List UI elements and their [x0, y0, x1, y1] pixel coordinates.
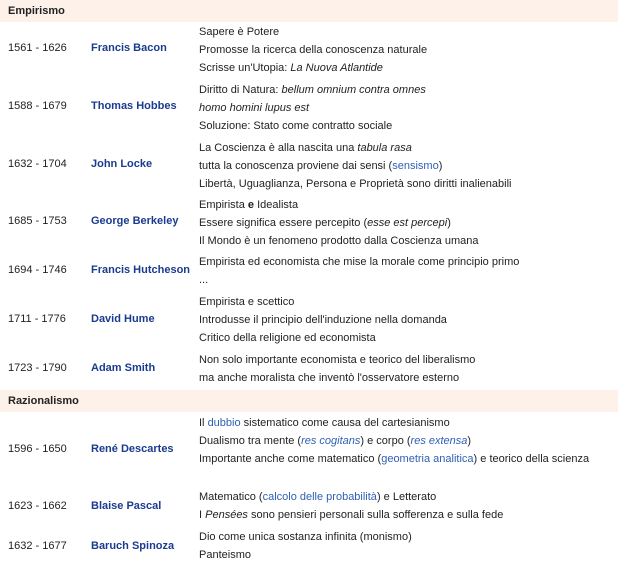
description — [199, 139, 609, 193]
text-segment: Il — [199, 417, 208, 429]
years: 1632 - 1677 — [8, 540, 67, 552]
text-segment: Soluzione: Stato come contratto sociale — [199, 120, 393, 132]
table-row — [0, 22, 618, 78]
years: 1561 - 1626 — [8, 42, 67, 54]
text-segment: La Nuova Atlantide — [290, 62, 383, 74]
philosopher-link[interactable]: René Descartes — [91, 443, 174, 455]
text-segment: esse est percepi — [367, 217, 448, 229]
text-segment: Matematico ( — [199, 491, 263, 503]
text-segment: ) — [447, 217, 451, 229]
text-segment: ) e Letterato — [376, 491, 437, 503]
text-segment: Empirista ed economista che mise la morale come principio primo — [199, 256, 520, 268]
text-segment: ma anche moralista che inventò l'osservatore esterno — [199, 372, 460, 384]
text-segment: tutta la conoscenza proviene dai sensi ( — [199, 160, 393, 172]
description-line — [199, 81, 609, 99]
text-segment: Panteismo — [199, 549, 251, 561]
text-segment: sono pensieri personali sulla sofferenza e sulla fede — [247, 509, 504, 521]
table-row — [0, 293, 618, 349]
text-segment: ) e teorico della scienza — [473, 453, 590, 465]
philosopher-link[interactable]: John Locke — [91, 158, 153, 170]
wiki-link[interactable]: calcolo delle probabilità — [262, 491, 377, 503]
text-segment: Empirista e scettico — [199, 296, 295, 308]
description-line — [199, 196, 609, 214]
description-line — [199, 351, 609, 369]
description-line — [199, 414, 609, 432]
description-line — [199, 214, 609, 232]
wiki-link[interactable]: geometria analitica — [381, 453, 474, 465]
description-line — [199, 271, 609, 289]
text-segment: Libertà, Uguaglianza, Persona e Proprietà sono diritti inalienabili — [199, 178, 512, 190]
description — [199, 414, 609, 468]
wiki-link[interactable]: dubbio — [207, 417, 241, 429]
text-segment: Critico della religione ed economista — [199, 332, 376, 344]
text-segment: ) — [438, 160, 443, 172]
description-line — [199, 59, 609, 77]
text-segment: sistematico come causa del cartesianismo — [240, 417, 450, 429]
text-segment: Idealista — [254, 199, 299, 211]
text-segment: Importante anche come matematico ( — [199, 453, 382, 465]
description-line — [199, 23, 609, 41]
text-segment: Promosse la ricerca della conoscenza naturale — [199, 44, 428, 56]
section-header-razionalismo: Razionalismo — [0, 390, 618, 412]
text-segment: Scrisse un'Utopia: — [199, 62, 291, 74]
text-segment: ... — [199, 274, 209, 286]
text-segment: Empirista — [199, 199, 248, 211]
philosopher-link[interactable]: Adam Smith — [91, 362, 156, 374]
table-row — [0, 138, 618, 194]
description-line — [199, 99, 609, 117]
philosopher-link[interactable]: Francis Hutcheson — [91, 264, 191, 276]
years: 1723 - 1790 — [8, 362, 67, 374]
years: 1694 - 1746 — [8, 264, 67, 276]
description-line — [199, 41, 609, 59]
description-line — [199, 175, 609, 193]
description-line — [199, 488, 609, 506]
description-line — [199, 450, 609, 468]
text-segment: Introdusse il principio dell'induzione nella domanda — [199, 314, 447, 326]
table-row — [0, 195, 618, 251]
years: 1623 - 1662 — [8, 500, 67, 512]
table-row — [0, 487, 618, 525]
description — [199, 81, 609, 135]
description-line — [199, 253, 609, 271]
wiki-link[interactable]: res extensa — [410, 435, 468, 447]
philosopher-link[interactable]: George Berkeley — [91, 215, 179, 227]
description-line — [199, 139, 609, 157]
description-line — [199, 157, 609, 175]
philosopher-link[interactable]: Francis Bacon — [91, 42, 167, 54]
text-segment: La Coscienza è alla nascita una — [199, 142, 358, 154]
text-segment: Pensées — [205, 509, 248, 521]
table-row — [0, 413, 618, 485]
text-segment: Dio come unica sostanza infinita (monismo) — [199, 531, 412, 543]
years: 1588 - 1679 — [8, 100, 67, 112]
description — [199, 23, 609, 77]
text-segment: homo homini lupus est — [199, 102, 310, 114]
philosopher-link[interactable]: Thomas Hobbes — [91, 100, 177, 112]
text-segment: Il Mondo è un fenomeno prodotto dalla Coscienza umana — [199, 235, 479, 247]
text-segment: bellum omnium contra omnes — [281, 84, 426, 96]
description — [199, 488, 609, 524]
description — [199, 351, 609, 387]
text-segment: Essere significa essere percepito ( — [199, 217, 368, 229]
table-row — [0, 350, 618, 388]
text-segment: ) e corpo ( — [360, 435, 411, 447]
text-segment: ) — [467, 435, 472, 447]
description-line — [199, 546, 609, 564]
years: 1711 - 1776 — [8, 313, 66, 325]
text-segment: Sapere è Potere — [199, 26, 280, 38]
description — [199, 253, 609, 289]
text-segment: I — [199, 509, 206, 521]
description — [199, 196, 609, 250]
section-header-empirismo: Empirismo — [0, 0, 618, 22]
philosopher-link[interactable]: David Hume — [91, 313, 155, 325]
philosopher-link[interactable]: Blaise Pascal — [91, 500, 162, 512]
text-segment: e — [247, 199, 255, 211]
philosopher-link[interactable]: Baruch Spinoza — [91, 540, 175, 552]
description — [199, 528, 609, 564]
table-row — [0, 80, 618, 136]
description-line — [199, 293, 609, 311]
description-line — [199, 117, 609, 135]
description-line — [199, 369, 609, 387]
description-line — [199, 232, 609, 250]
description-line — [199, 528, 609, 546]
years: 1632 - 1704 — [8, 158, 67, 170]
table-row — [0, 528, 618, 566]
years: 1685 - 1753 — [8, 215, 67, 227]
description-line — [199, 506, 609, 524]
text-segment: Dualismo tra mente ( — [199, 435, 302, 447]
description — [199, 293, 609, 347]
wiki-link[interactable]: res cogitans — [301, 435, 361, 447]
text-segment: Non solo importante economista e teorico del liberalismo — [199, 354, 476, 366]
text-segment: tabula rasa — [357, 142, 412, 154]
years: 1596 - 1650 — [8, 443, 67, 455]
text-segment: Diritto di Natura: — [199, 84, 282, 96]
description-line — [199, 311, 609, 329]
description-line — [199, 432, 609, 450]
table-row — [0, 253, 618, 289]
description-line — [199, 329, 609, 347]
wiki-link[interactable]: sensismo — [392, 160, 439, 172]
